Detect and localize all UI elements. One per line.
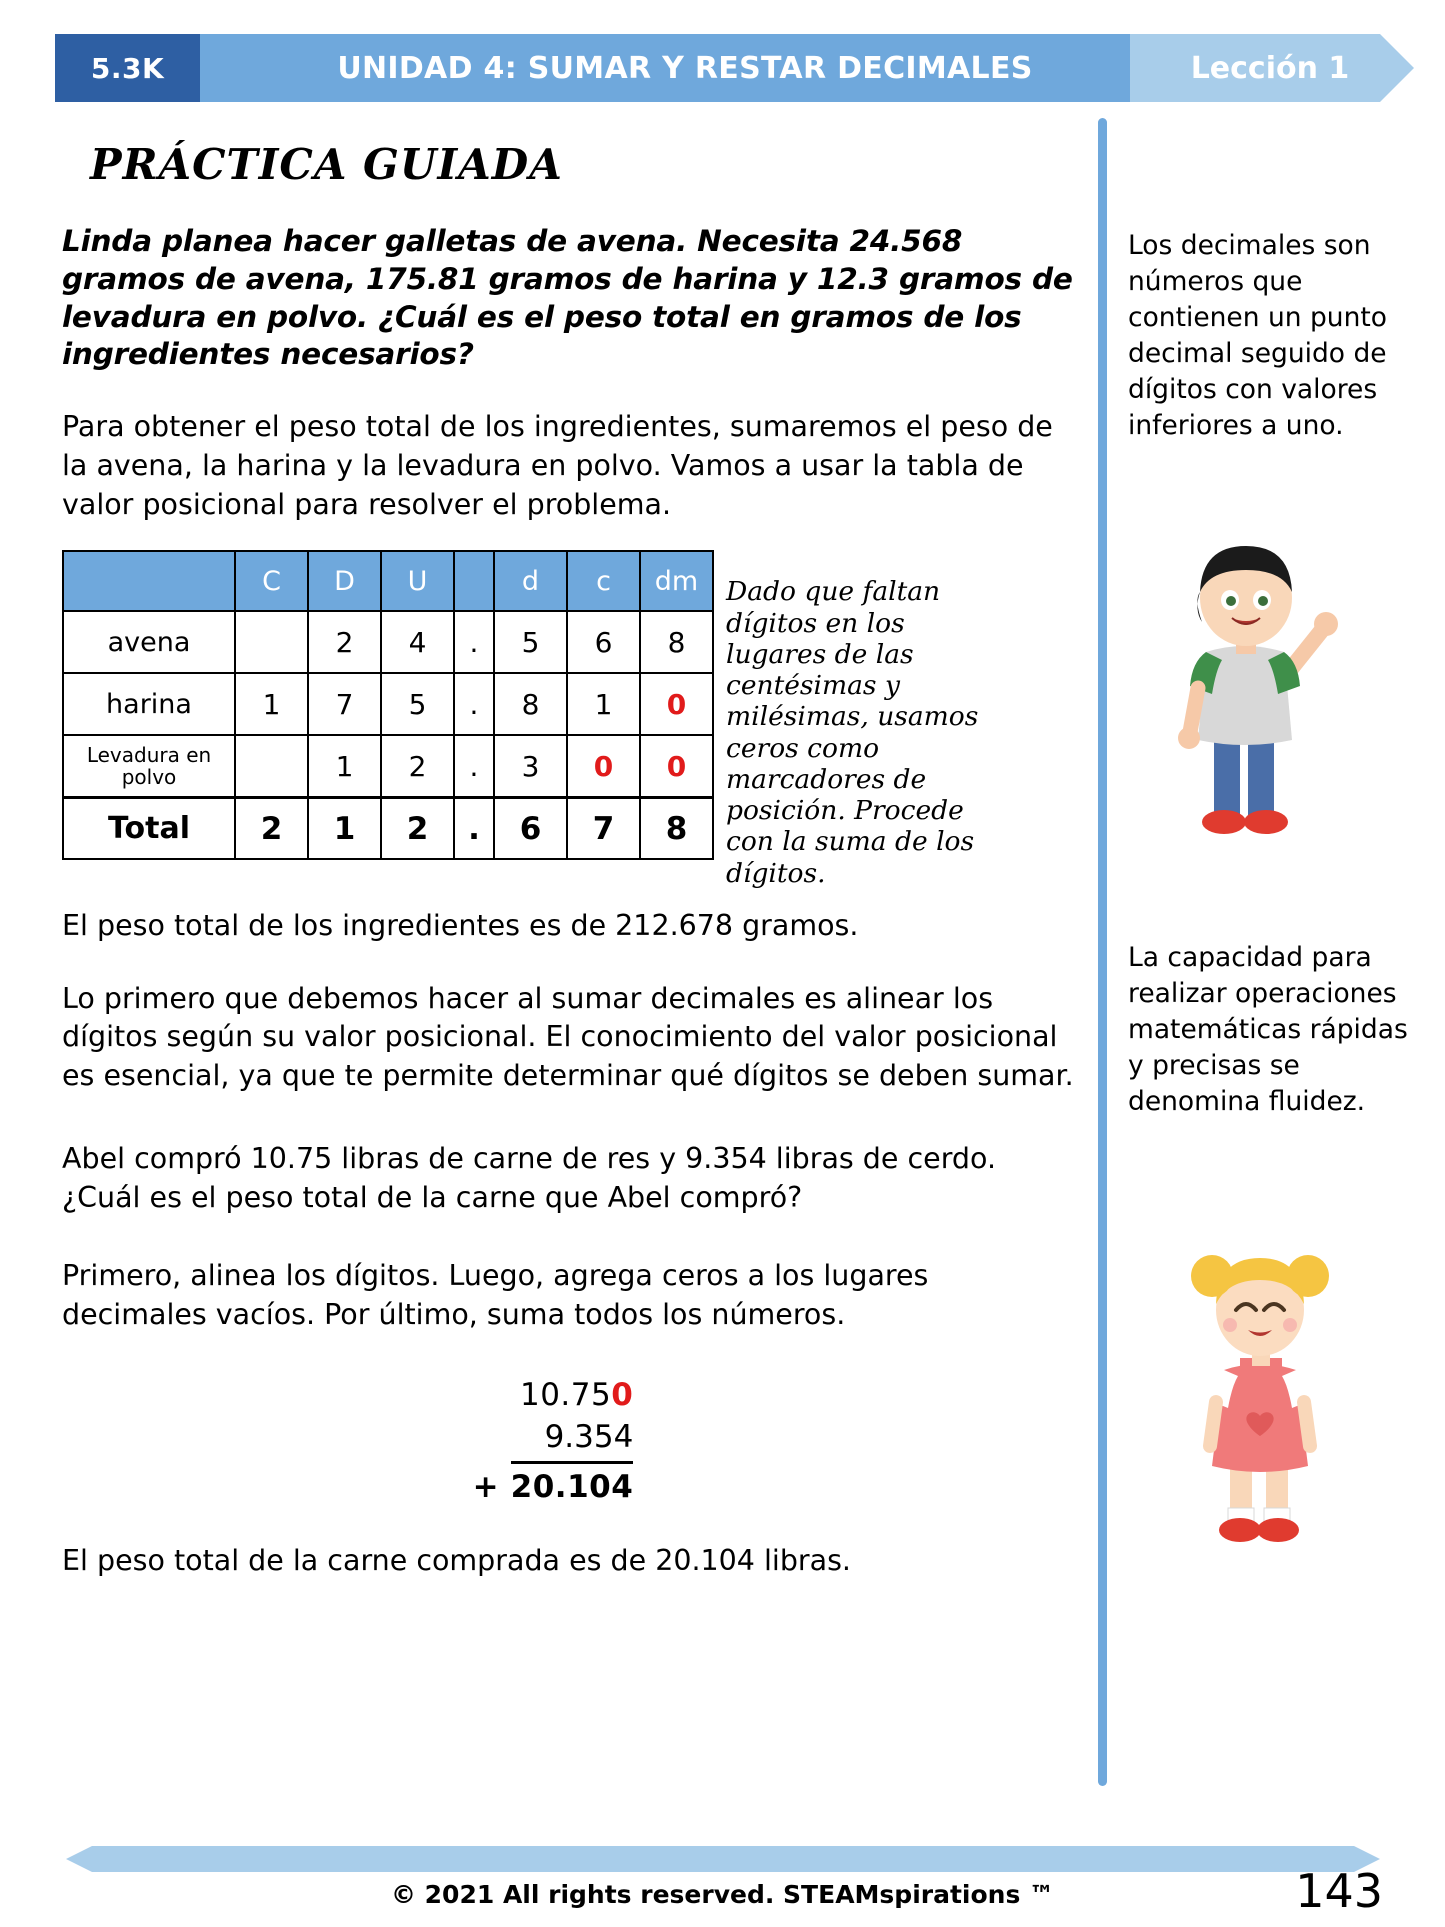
cell: 6 (494, 797, 567, 859)
cell: . (454, 797, 494, 859)
addend-1-zero: 0 (611, 1376, 634, 1413)
cell: 5 (381, 673, 454, 735)
addend-2: 9.354 (511, 1417, 634, 1464)
cell: 1 (567, 673, 640, 735)
problem-prompt: Linda planea hacer galletas de avena. Necesita 24.568 gramos de avena, 175.81 gramos de harina y 12.3 gramos de levadura en polvo. ¿Cuál es el peso total en gramos de los ingredientes necesarios? (62, 224, 1073, 372)
header-cell-thousandths: dm (640, 551, 713, 611)
plus-sign: + (472, 1468, 500, 1505)
table-row-total (63, 797, 713, 859)
sidebar (1128, 228, 1418, 462)
addition-sum (472, 1464, 634, 1509)
cell: . (454, 611, 494, 673)
page-title: PRÁCTICA GUIADA (90, 140, 563, 189)
total-result-paragraph: El peso total de los ingredientes es de 212.678 gramos. (62, 908, 859, 942)
boy-character-illustration (1140, 520, 1350, 854)
cell: . (454, 735, 494, 797)
vertical-addition (62, 1375, 1082, 1509)
cell (235, 611, 308, 673)
page-number: 143 (1295, 1864, 1383, 1918)
table-row (63, 673, 713, 735)
cell (235, 735, 308, 797)
footer-copyright: © 2021 All rights reserved. STEAMspirations ™ (390, 1880, 1055, 1909)
cell: 2 (308, 611, 381, 673)
cell-placeholder-zero: 0 (640, 735, 713, 797)
table-header-row (63, 551, 713, 611)
addend-1-value: 10.75 (519, 1376, 612, 1413)
header-unit-title: UNIDAD 4: SUMAR Y RESTAR DECIMALES (200, 34, 1130, 102)
cell: 8 (640, 797, 713, 859)
header-cell-hundredths: c (567, 551, 640, 611)
header-code-badge: 5.3K (55, 34, 200, 102)
cell: . (454, 673, 494, 735)
cell: 8 (640, 611, 713, 673)
row-label-harina: harina (63, 673, 235, 735)
table-row (63, 611, 713, 673)
row-label-avena: avena (63, 611, 235, 673)
row-label-levadura: Levadura en polvo (63, 735, 235, 797)
page-header (0, 34, 1445, 102)
header-cell-tens: D (308, 551, 381, 611)
cell: 8 (494, 673, 567, 735)
sidebar-note-2: La capacidad para realizar operaciones matemáticas rápidas y precisas se denomina fluidez. (1128, 942, 1408, 1118)
vertical-divider (1098, 118, 1107, 1786)
final-answer-paragraph: El peso total de la carne comprada es de 20.104 libras. (62, 1544, 851, 1578)
table-side-note: Dado que faltan dígitos en los lugares de las centésimas y milésimas, usamos ceros como marcadores de posición. Procede con la suma de los dígitos. (726, 576, 979, 889)
girl-character-illustration (1160, 1230, 1360, 1564)
cell: 6 (567, 611, 640, 673)
cell: 3 (494, 735, 567, 797)
cell-placeholder-zero: 0 (640, 673, 713, 735)
place-value-table-area (62, 550, 1082, 889)
cell: 4 (381, 611, 454, 673)
header-cell-label (63, 551, 235, 611)
place-value-table (62, 550, 714, 860)
cell: 2 (381, 735, 454, 797)
header-cell-point (454, 551, 494, 611)
table-row (63, 735, 713, 797)
row-label-total: Total (63, 797, 235, 859)
cell: 2 (235, 797, 308, 859)
addend-1 (511, 1375, 634, 1417)
cell: 7 (308, 673, 381, 735)
cell: 7 (567, 797, 640, 859)
main-content (62, 140, 1082, 1607)
cell: 5 (494, 611, 567, 673)
header-lesson-label: Lección 1 (1130, 34, 1380, 102)
problem-2-steps: Primero, alinea los dígitos. Luego, agrega ceros a los lugares decimales vacíos. Por último, suma todos los números. (62, 1259, 929, 1332)
sidebar-note-1: Los decimales son números que contienen un punto decimal seguido de dígitos con valores inferiores a uno. (1128, 230, 1387, 442)
explanation-paragraph-2: Lo primero que debemos hacer al sumar decimales es alinear los dígitos según su valor posicional. El conocimiento del valor posicional es esencial, ya que te permite determinar qué dígitos se deben sumar. (62, 981, 1074, 1093)
cell: 1 (235, 673, 308, 735)
cell: 1 (308, 797, 381, 859)
explanation-paragraph-1: Para obtener el peso total de los ingredientes, sumaremos el peso de la avena, la harina y la levadura en polvo. Vamos a usar la tabla de valor posicional para resolver el problema. (62, 410, 1053, 521)
cell: 2 (381, 797, 454, 859)
header-cell-ones: U (381, 551, 454, 611)
footer-bar (92, 1846, 1354, 1872)
problem-2-prompt: Abel compró 10.75 libras de carne de res y 9.354 libras de cerdo. ¿Cuál es el peso total de la carne que Abel compró? (62, 1141, 997, 1214)
header-cell-hundreds: C (235, 551, 308, 611)
header-cell-tenths: d (494, 551, 567, 611)
cell: 1 (308, 735, 381, 797)
cell-placeholder-zero: 0 (567, 735, 640, 797)
sum-value: 20.104 (510, 1468, 634, 1505)
sidebar-note-2-wrap (1128, 940, 1418, 1138)
